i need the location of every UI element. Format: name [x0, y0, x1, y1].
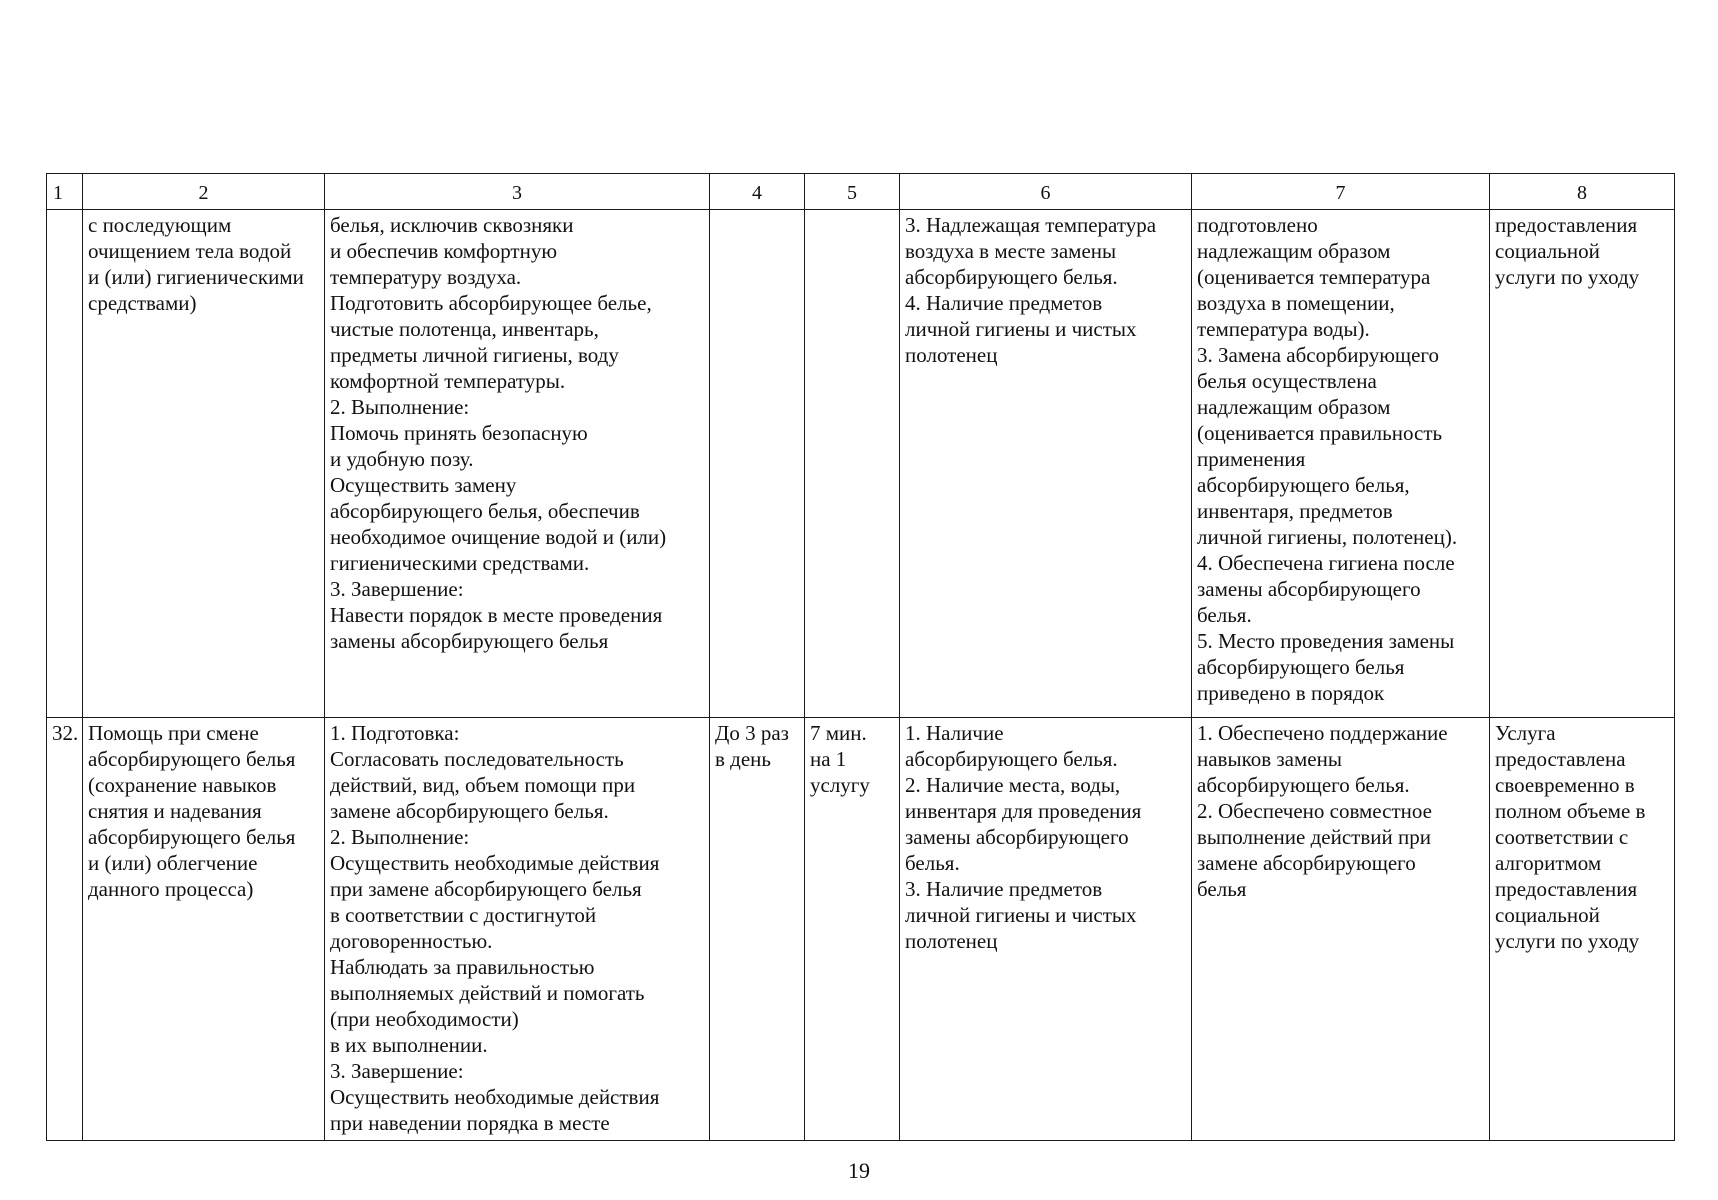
- column-header-7: 7: [1192, 174, 1490, 210]
- header-row: [47, 174, 1675, 210]
- column-header-2: 2: [83, 174, 325, 210]
- table-row: [47, 718, 1675, 1141]
- procedure-cell: белья, исключив сквозняки и обеспечив комфортную температуру воздуха. Подготовить абсорбирующее белье, чистые полотенца, инвентарь, предметы личной гигиены, воду комфортной температуры. 2. Выполнение: Помочь принять безопасную и удобную позу. Осуществить замену абсорбирующего белья, обеспечив необходимое очищение водой и (или) гигиеническими средствами. 3. Завершение: Навести порядок в месте проведения замены абсорбирующего белья: [325, 210, 710, 718]
- conditions-cell: 3. Надлежащая температура воздуха в месте замены абсорбирующего белья. 4. Наличие предметов личной гигиены и чистых полотенец: [900, 210, 1192, 718]
- procedure-cell: 1. Подготовка: Согласовать последовательность действий, вид, объем помощи при замене абсорбирующего белья. 2. Выполнение: Осуществить необходимые действия при замене абсорбирующего белья в соответствии с достигнутой договоренностью. Наблюдать за правильностью выполняемых действий и помогать (при необходимости) в их выполнении. 3. Завершение: Осуществить необходимые действия при наведении порядка в месте: [325, 718, 710, 1141]
- frequency-cell: До 3 раз в день: [710, 718, 805, 1141]
- service-name-cell: с последующим очищением тела водой и (или) гигиеническими средствами): [83, 210, 325, 718]
- quality-indicators-cell: 1. Обеспечено поддержание навыков замены абсорбирующего белья. 2. Обеспечено совместное выполнение действий при замене абсорбирующего белья: [1192, 718, 1490, 1141]
- row-number-cell: [47, 210, 83, 718]
- services-table: [46, 173, 1675, 1141]
- row-number-cell: 32.: [47, 718, 83, 1141]
- table-row: [47, 210, 1675, 718]
- column-header-6: 6: [900, 174, 1192, 210]
- column-header-8: 8: [1490, 174, 1675, 210]
- quality-indicators-cell: подготовлено надлежащим образом (оценивается температура воздуха в помещении, температура воды). 3. Замена абсорбирующего белья осуществлена надлежащим образом (оценивается правильность применения абсорбирующего белья, инвентаря, предметов личной гигиены, полотенец). 4. Обеспечена гигиена после замены абсорбирующего белья. 5. Место проведения замены абсорбирующего белья приведено в порядок: [1192, 210, 1490, 718]
- evaluation-cell: предоставления социальной услуги по уходу: [1490, 210, 1675, 718]
- conditions-cell: 1. Наличие абсорбирующего белья. 2. Наличие места, воды, инвентаря для проведения замены абсорбирующего белья. 3. Наличие предметов личной гигиены и чистых полотенец: [900, 718, 1192, 1141]
- duration-cell: 7 мин. на 1 услугу: [805, 718, 900, 1141]
- frequency-cell: [710, 210, 805, 718]
- duration-cell: [805, 210, 900, 718]
- evaluation-cell: Услуга предоставлена своевременно в полном объеме в соответствии с алгоритмом предоставления социальной услуги по уходу: [1490, 718, 1675, 1141]
- service-name-cell: Помощь при смене абсорбирующего белья (сохранение навыков снятия и надевания абсорбирующего белья и (или) облегчение данного процесса): [83, 718, 325, 1141]
- column-header-4: 4: [710, 174, 805, 210]
- column-header-5: 5: [805, 174, 900, 210]
- column-header-3: 3: [325, 174, 710, 210]
- page-number: 19: [848, 1158, 870, 1183]
- column-header-1: 1: [47, 174, 83, 210]
